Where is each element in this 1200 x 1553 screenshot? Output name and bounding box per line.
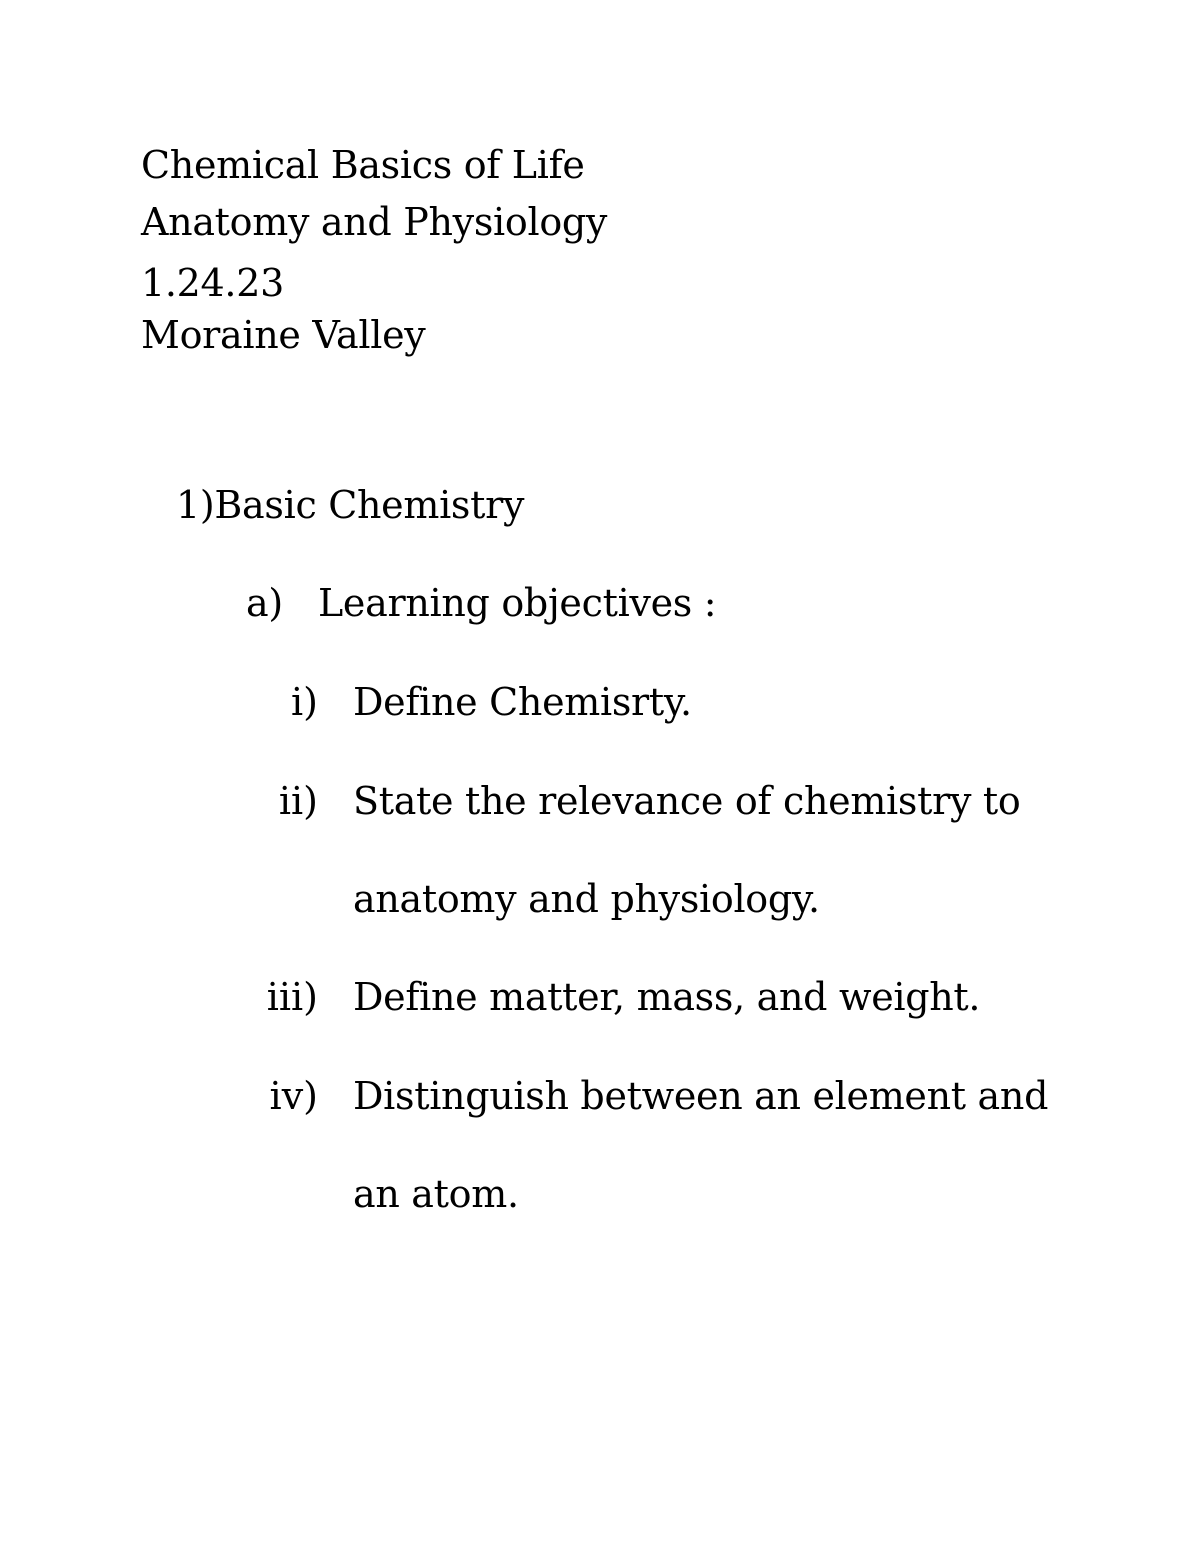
- objective-text: State the relevance of chemistry to: [353, 779, 1021, 823]
- course-name: Anatomy and Physiology: [141, 200, 608, 244]
- section-heading: [176, 476, 524, 534]
- objective-marker: iii): [266, 975, 318, 1019]
- objective-marker: iv): [269, 1074, 318, 1118]
- objective-marker: i): [291, 680, 318, 724]
- section-label: Basic Chemistry: [214, 483, 525, 527]
- objective-text: Define matter, mass, and weight.: [353, 975, 981, 1019]
- subsection-marker: a): [246, 581, 283, 625]
- objective-text: Define Chemisrty.: [353, 680, 692, 724]
- section-marker: 1): [176, 483, 215, 527]
- subsection-label: Learning objectives :: [318, 581, 717, 625]
- institution-name: Moraine Valley: [141, 313, 426, 357]
- objective-text-continued: an atom.: [353, 1172, 519, 1216]
- document-title: Chemical Basics of Life: [141, 143, 585, 187]
- document-date: 1.24.23: [141, 261, 284, 305]
- objective-text: Distinguish between an element and: [353, 1074, 1049, 1118]
- objective-text-continued: anatomy and physiology.: [353, 877, 820, 921]
- objective-marker: ii): [278, 779, 318, 823]
